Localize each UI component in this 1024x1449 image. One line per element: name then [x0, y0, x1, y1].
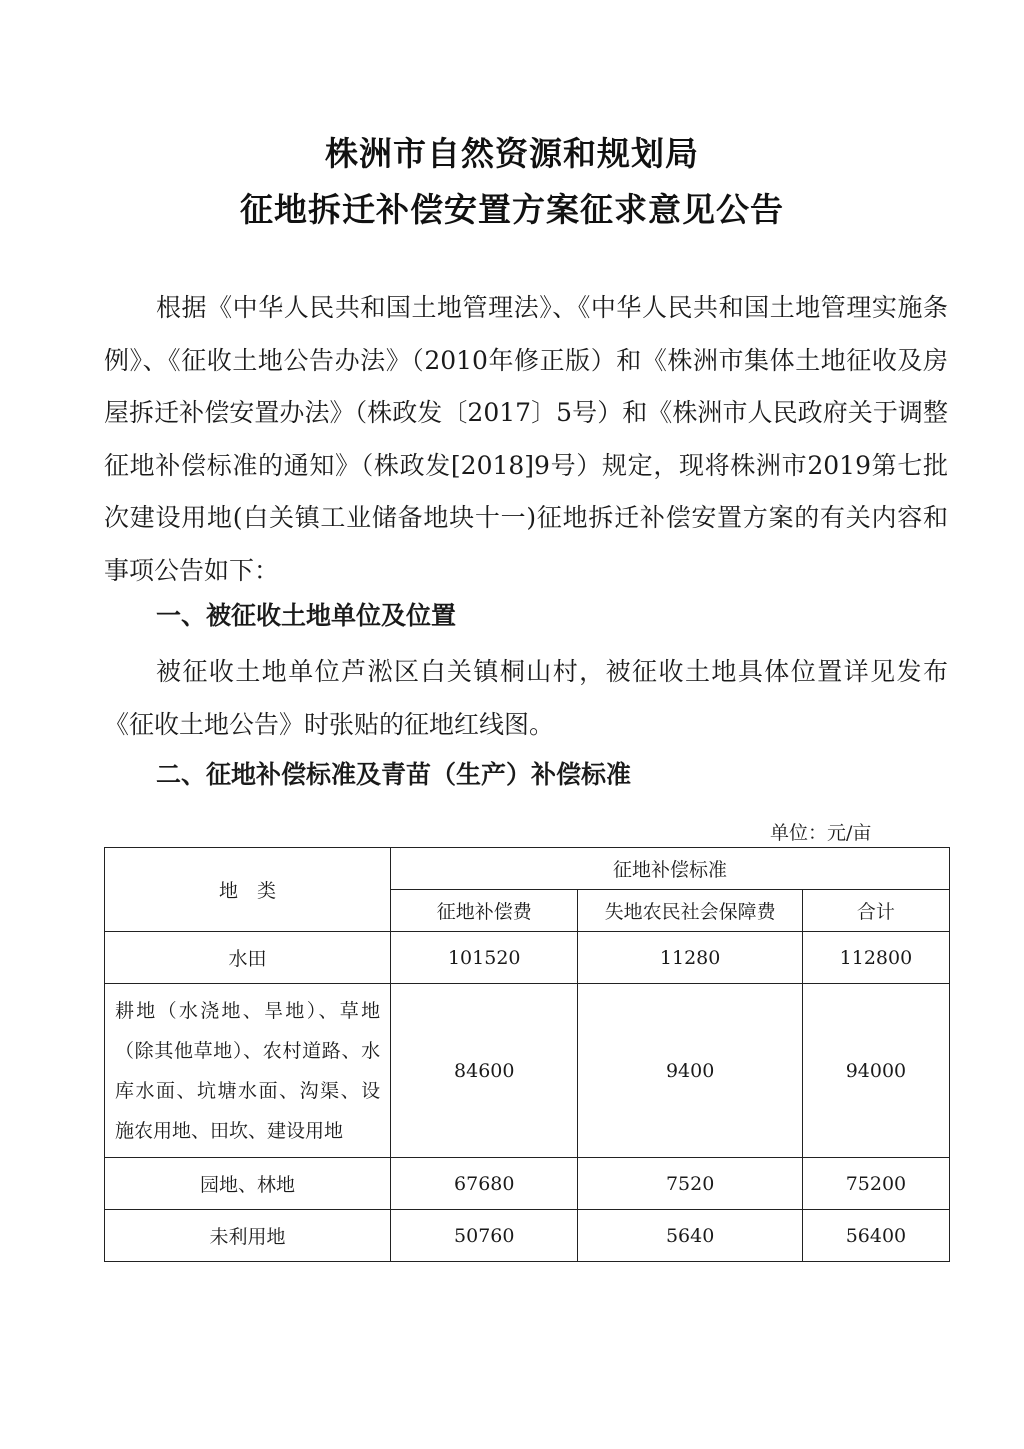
- cell-land-type: 园地、林地: [105, 1158, 391, 1210]
- compensation-table: [104, 847, 950, 1262]
- cell-land-type: 耕地（水浇地、旱地）、草地（除其他草地）、农村道路、水库水面、坑塘水面、沟渠、设施农用地、田坎、建设用地: [105, 984, 391, 1158]
- cell-social-security-fee: 5640: [578, 1210, 803, 1262]
- intro-paragraph: 根据《中华人民共和国土地管理法》、《中华人民共和国土地管理实施条例》、《征收土地公告办法》（2010年修正版）和《株洲市集体土地征收及房屋拆迁补偿安置办法》（株政发〔2017〕5号）和《株洲市人民政府关于调整征地补偿标准的通知》（株政发[2018]9号）规定，现将株洲市2019第七批次建设用地(白关镇工业储备地块十一)征地拆迁补偿安置方案的有关内容和事项公告如下：: [104, 293, 948, 585]
- table-row: [105, 1158, 950, 1210]
- cell-total: 56400: [802, 1210, 949, 1262]
- table-header-row: [105, 848, 950, 890]
- header-social-security-fee: 失地农民社会保障费: [578, 890, 803, 932]
- header-compensation-fee: 征地补偿费: [391, 890, 578, 932]
- cell-social-security-fee: 7520: [578, 1158, 803, 1210]
- cell-total: 94000: [802, 984, 949, 1158]
- header-compensation-standard: 征地补偿标准: [391, 848, 950, 890]
- section1-heading: 一、被征收土地单位及位置: [156, 601, 457, 630]
- header-total: 合计: [802, 890, 949, 932]
- cell-compensation-fee: 67680: [391, 1158, 578, 1210]
- section2-heading: 二、征地补偿标准及青苗（生产）补偿标准: [156, 760, 632, 789]
- document-title-line2: 征地拆迁补偿安置方案征求意见公告: [240, 190, 784, 229]
- cell-total: 112800: [802, 932, 949, 984]
- cell-compensation-fee: 50760: [391, 1210, 578, 1262]
- cell-land-type: 水田: [105, 932, 391, 984]
- table-row: [105, 932, 950, 984]
- cell-social-security-fee: 9400: [578, 984, 803, 1158]
- document-title-line1: 株洲市自然资源和规划局: [325, 134, 699, 173]
- cell-land-type: 未利用地: [105, 1210, 391, 1262]
- cell-compensation-fee: 84600: [391, 984, 578, 1158]
- cell-total: 75200: [802, 1158, 949, 1210]
- cell-compensation-fee: 101520: [391, 932, 578, 984]
- table-row: [105, 1210, 950, 1262]
- cell-social-security-fee: 11280: [578, 932, 803, 984]
- header-land-type: 地 类: [105, 848, 391, 932]
- unit-note: 单位：元/亩: [770, 822, 872, 844]
- table-row: [105, 984, 950, 1158]
- section1-paragraph: 被征收土地单位芦淞区白关镇桐山村，被征收土地具体位置详见发布《征收土地公告》时张贴的征地红线图。: [104, 657, 948, 739]
